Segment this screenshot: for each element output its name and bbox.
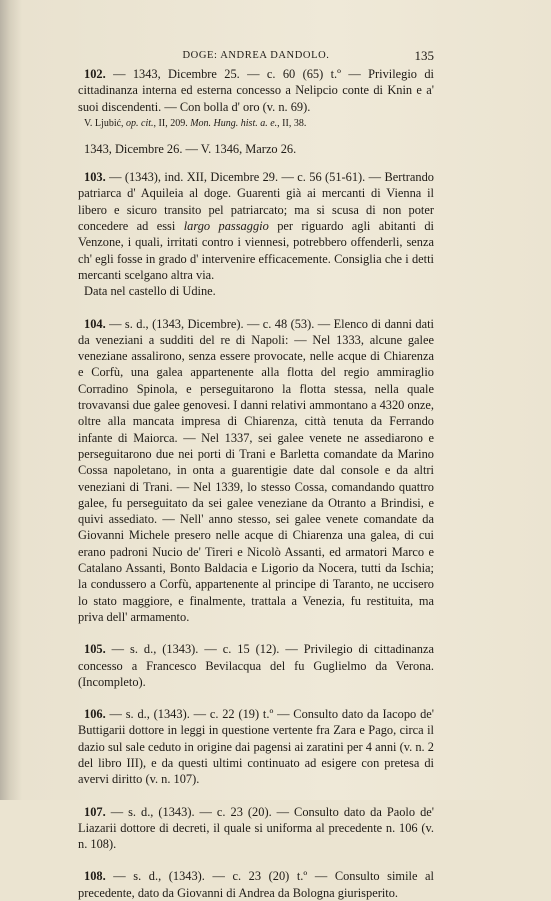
- entry-102: [78, 66, 434, 115]
- ref-mid: , II, 209.: [153, 117, 191, 129]
- reference-note: [84, 117, 434, 131]
- page-header: [78, 48, 434, 64]
- entry-dateline: Data nel castello di Udine.: [84, 284, 216, 299]
- entry-number: 104.: [84, 316, 106, 331]
- entry-italic: largo passaggio: [183, 219, 269, 234]
- entry-number: 107.: [84, 804, 106, 819]
- entry-number: 103.: [84, 170, 106, 185]
- entry-text: — 1343, Dicembre 25. — c. 60 (65) t.º — Privilegio di cittadinanza interna ed esterna concesso a Nelipcio conte di Knin e a' suoi discendenti. — Con bolla d' oro (v. n. 69).: [78, 67, 434, 114]
- ref-prefix: V. Ljubić,: [84, 117, 127, 129]
- entry-105: [78, 641, 434, 690]
- entry-number: 108.: [84, 869, 106, 884]
- ref-italic: Mon. Hung. hist. a. e.: [190, 117, 278, 129]
- ref-suffix: , II, 38.: [277, 117, 307, 129]
- entry-text: per riguardo agli abitanti di Venzone, i quali, irritati contro i viennesi, potrebbero offenderli, senza ch' egli fosse in grado d' intervenire efficacemente. Consiglia che i detti mercanti scelgano altra via.: [78, 219, 434, 282]
- entry-text: — s. d., (1343). — c. 23 (20). — Consulto dato da Paolo de' Liazarii dottore di decreti, il quale si uniforma al precedente n. 106 (v. n. 108).: [78, 804, 434, 852]
- entry-number: 105.: [84, 642, 106, 657]
- entry-103: [78, 169, 434, 283]
- entry-number: 106.: [84, 707, 106, 722]
- page-body: [78, 66, 434, 901]
- cross-reference-line: 1343, Dicembre 26. — V. 1346, Marzo 26.: [84, 141, 297, 156]
- entry-107: [78, 804, 434, 853]
- entry-text: — s. d., (1343). — c. 23 (20) t.º — Consulto simile al precedente, dato da Giovanni di Andrea da Bologna giurisperito.: [78, 869, 434, 900]
- page-number: 135: [414, 48, 434, 63]
- entry-106: [78, 706, 434, 787]
- entry-104: [78, 316, 434, 626]
- entry-108: [78, 868, 434, 901]
- entry-text: — (1343), ind. XII, Dicembre 29. — c. 56 (51-61). — Bertrando patriarca d' Aquileia al doge. Guarenti già ai mercanti di Vienna il libero e sicuro transito pel patriarcato; ma si scusa di non poter concedere ad essi: [78, 170, 434, 234]
- ref-italic: op. cit.: [126, 117, 154, 129]
- entry-text: — s. d., (1343). — c. 22 (19) t.º — Consulto dato da Iacopo de' Buttigarii dottore in leggi in questione vertente fra Zara e Pago, circa il dazio sul sale ceduto in origine dai pagensi ai zaratini per 4 anni (v. n. 2 del libro III), e da questi ultimi continuato ad esigere con pretesa di avervi diritto (v. n. 107).: [78, 707, 434, 787]
- entry-text: — s. d., (1343, Dicembre). — c. 48 (53). — Elenco di danni dati da veneziani a sudditi del re di Napoli: — Nel 1333, alcune galee veneziane assalirono, senza essere provocate, nelle acque di Chiarenza e Corfù, una galea appartenente alla flotta del regio ammiraglio Corradino Spinola, e perseguitarono la flotta stessa, nella quale trovavansi due galee genovesi. I danni relativi ammontano a 4320 onze, oltre alla mancata impresa di Chiarenza, città tenuta da Ferrando infante di Maiorca. — Nel 1337, sei galee venete ne assediarono e perseguitarono due nei porti di Trani e Barletta comandate da Marino Cossa napoletano, in onta a guarentigie date dal console e da altri veneziani di Trani. — Nel 1339, lo stesso Cossa, comandando quattro galee, fu perseguitato da sei galee veneziane da Otranto a Brindisi, e quivi assediato. — Nell' anno stesso, sei galee venete comandate da Giovanni Michele presero nelle acque di Chiarenza una galea, di cui erano padroni Nucio de' Tireri e Nicolò Assanti, ed armatori Marco e Catalano Assanti, Bonto Baldacia e Ligorio da Nocera, tutti da Ischia; la condussero a Corfù, appartenente al principe di Taranto, ne uccisero lo stato maggiore, e finalmente, trattala a Venezia, fu restituita, ma priva dell' armamento.: [78, 316, 434, 624]
- entry-number: 102.: [84, 67, 106, 81]
- running-head: DOGE: ANDREA DANDOLO.: [182, 50, 330, 61]
- entry-text: — s. d., (1343). — c. 15 (12). — Privilegio di cittadinanza concesso a Francesco Bevilacqua del fu Guglielmo da Verona. (Incompleto).: [78, 642, 434, 689]
